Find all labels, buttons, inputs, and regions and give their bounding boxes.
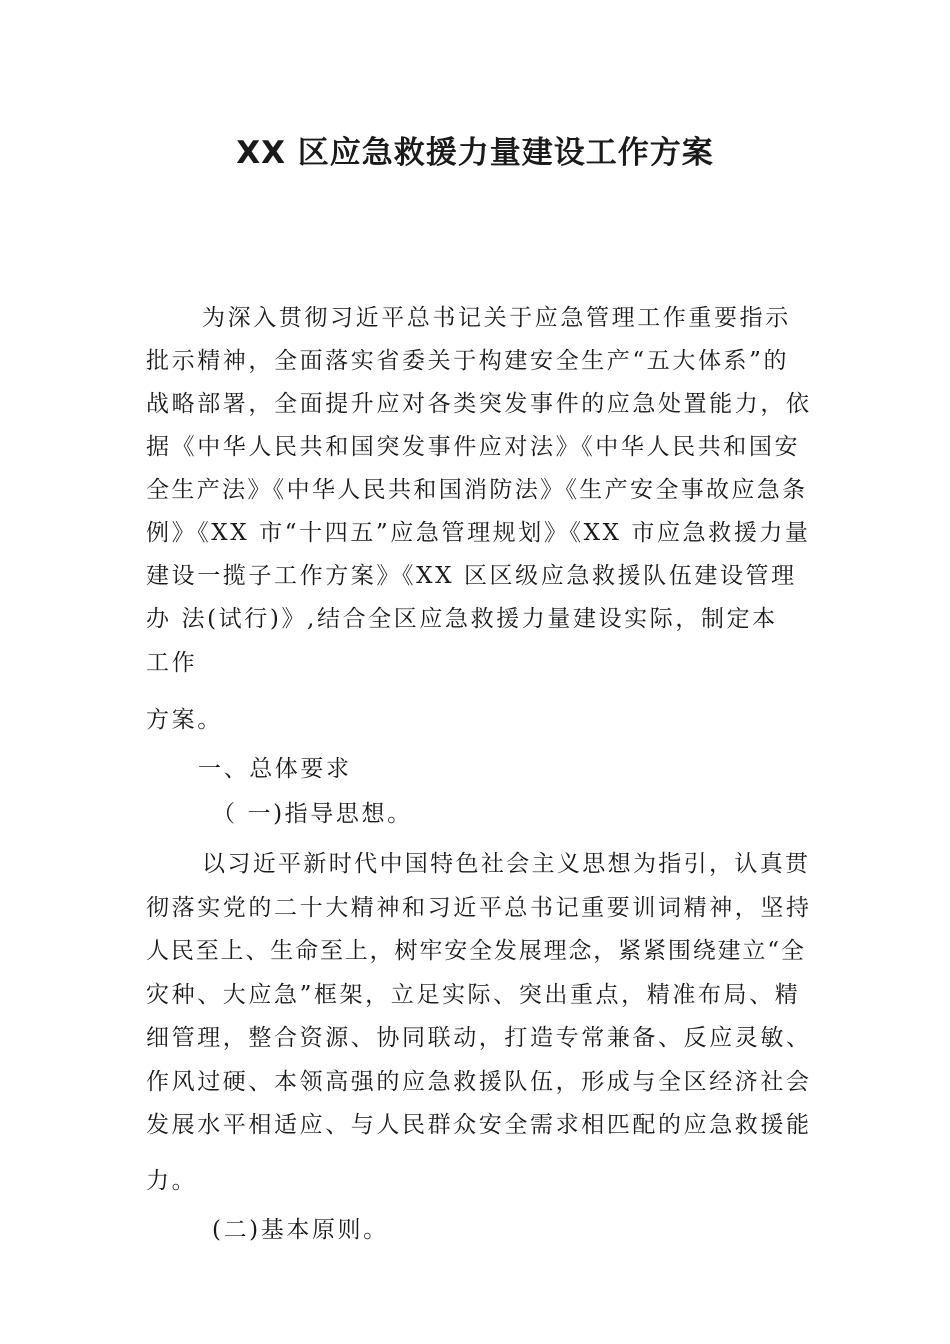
paragraph-line: 方案。 bbox=[146, 707, 223, 733]
section-heading: 一、总体要求 bbox=[198, 756, 352, 782]
paragraph-line: 彻落实党的二十大精神和习近平总书记重要训词精神，坚持 bbox=[146, 895, 812, 921]
paragraph-line: 灾种、大应急”框架，立足实际、突出重点，精准布局、精 bbox=[146, 982, 801, 1008]
subsection-heading: （ 一)指导思想。 bbox=[212, 801, 413, 827]
paragraph-line: 细管理，整合资源、协同联动，打造专常兼备、反应灵敏、 bbox=[146, 1025, 812, 1051]
paragraph-line: 据《中华人民共和国突发事件应对法》《中华人民共和国安 bbox=[146, 434, 801, 460]
paragraph-line: 批示精神，全面落实省委关于构建安全生产“五大体系”的 bbox=[146, 348, 790, 374]
paragraph-line: 例》《XX 市“十四五”应急管理规划》《XX 市应急救援力量 bbox=[146, 520, 811, 546]
paragraph-line: 全生产法》《中华人民共和国消防法》《生产安全事故应急条 bbox=[146, 477, 808, 503]
paragraph-line: 发展水平相适应、与人民群众安全需求相匹配的应急救援能 bbox=[146, 1112, 812, 1138]
paragraph-line: 工作 bbox=[146, 650, 198, 676]
paragraph-line: 以习近平新时代中国特色社会主义思想为指引，认真贯 bbox=[202, 851, 811, 877]
document-title: XX 区应急救援力量建设工作方案 bbox=[236, 135, 714, 171]
paragraph-line: 建设一揽子工作方案》《XX 区区级应急救援队伍建设管理 bbox=[146, 563, 797, 589]
paragraph-line: 为深入贯彻习近平总书记关于应急管理工作重要指示 bbox=[202, 305, 791, 331]
paragraph-line: 战略部署，全面提升应对各类突发事件的应急处置能力，依 bbox=[146, 391, 812, 417]
paragraph-line: 作风过硬、本领高强的应急救援队伍，形成与全区经济社会 bbox=[146, 1069, 812, 1095]
paragraph-line: 力。 bbox=[146, 1168, 198, 1194]
paragraph-line: 办 法(试行)》,结合全区应急救援力量建设实际，制定本 bbox=[146, 606, 778, 632]
subsection-heading: (二)基本原则。 bbox=[212, 1217, 389, 1243]
paragraph-line: 人民至上、生命至上，树牢安全发展理念，紧紧围绕建立“全 bbox=[146, 938, 806, 964]
